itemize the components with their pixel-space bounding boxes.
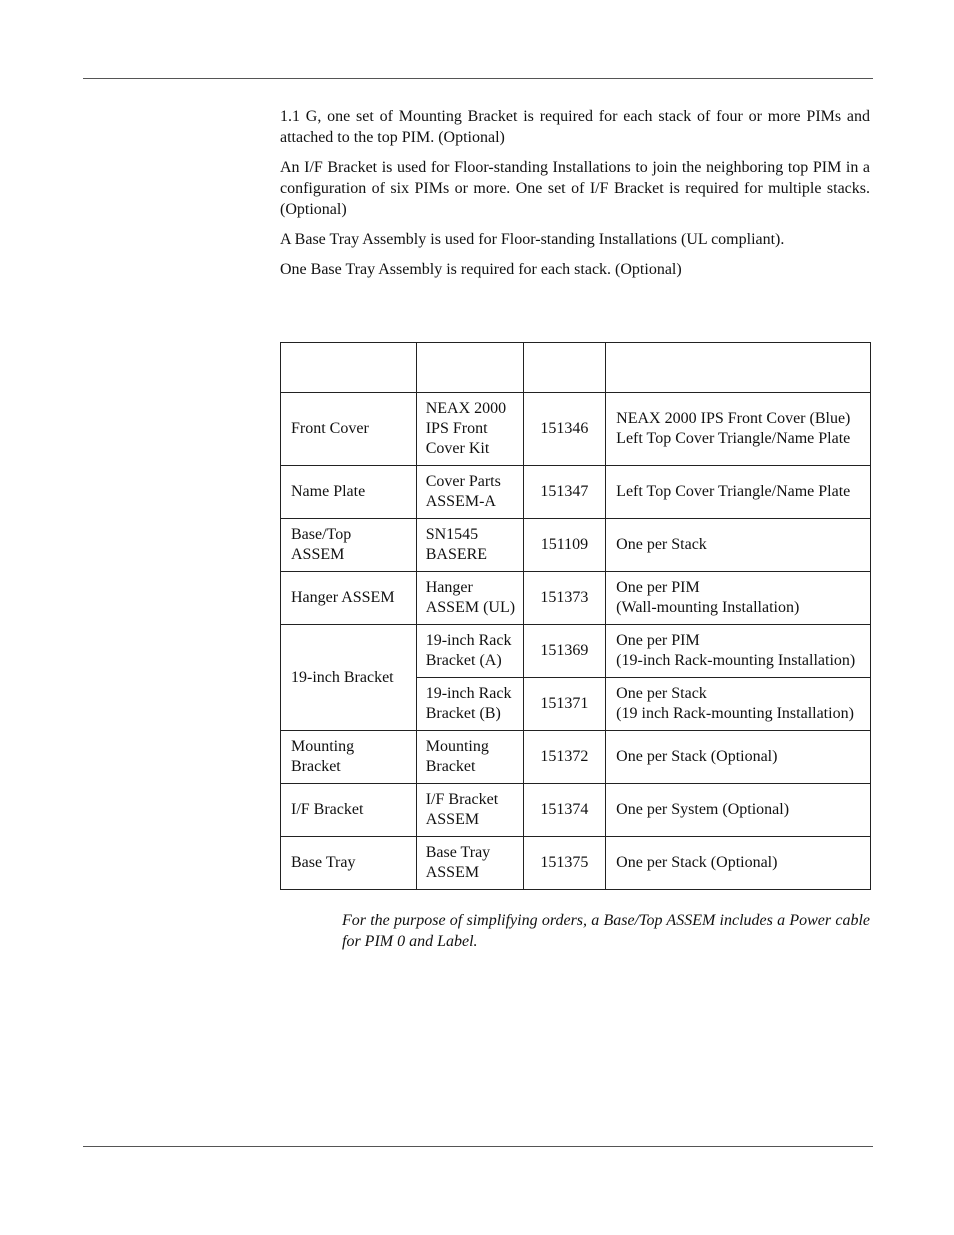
body-text xyxy=(280,106,870,289)
name-cell: Base Tray ASSEM xyxy=(416,837,523,890)
code-cell: 151375 xyxy=(523,837,606,890)
remarks-cell: One per Stack (Optional) xyxy=(606,731,871,784)
item-cell: Name Plate xyxy=(281,466,417,519)
name-cell: 19-inch Rack Bracket (A) xyxy=(416,625,523,678)
table-row xyxy=(281,625,871,678)
footer-rule xyxy=(83,1146,873,1147)
name-cell: Mounting Bracket xyxy=(416,731,523,784)
table-row xyxy=(281,572,871,625)
code-cell: 151347 xyxy=(523,466,606,519)
paragraph-mounting-bracket: 1.1 G, one set of Mounting Bracket is required for each stack of four or more PIMs and attached to the top PIM. (Optional) xyxy=(280,108,870,146)
header-cell-3 xyxy=(523,343,606,393)
remarks-cell: NEAX 2000 IPS Front Cover (Blue) Left Top Cover Triangle/Name Plate xyxy=(606,393,871,466)
remarks-cell: One per Stack (Optional) xyxy=(606,837,871,890)
remarks-cell: One per PIM (19-inch Rack-mounting Installation) xyxy=(606,625,871,678)
paragraph-base-tray: A Base Tray Assembly is used for Floor-standing Installations (UL compliant). xyxy=(280,231,785,248)
item-cell: Front Cover xyxy=(281,393,417,466)
table-row xyxy=(281,784,871,837)
header-cell-1 xyxy=(281,343,417,393)
item-cell: Base Tray xyxy=(281,837,417,890)
paragraph-base-tray-count: One Base Tray Assembly is required for each stack. (Optional) xyxy=(280,261,682,278)
paragraph-if-bracket: An I/F Bracket is used for Floor-standing Installations to join the neighboring top PIM in a configuration of six PIMs or more. One set of I/F Bracket is required for multiple stacks. (Optional) xyxy=(280,159,870,218)
header-cell-2 xyxy=(416,343,523,393)
header-rule xyxy=(83,78,873,79)
code-cell: 151369 xyxy=(523,625,606,678)
code-cell: 151373 xyxy=(523,572,606,625)
code-cell: 151372 xyxy=(523,731,606,784)
code-cell: 151371 xyxy=(523,678,606,731)
name-cell: I/F Bracket ASSEM xyxy=(416,784,523,837)
item-cell: I/F Bracket xyxy=(281,784,417,837)
item-cell: Base/Top ASSEM xyxy=(281,519,417,572)
footnote: For the purpose of simplifying orders, a Base/Top ASSEM includes a Power cable for PIM 0 and Label. xyxy=(342,912,870,950)
table-row xyxy=(281,837,871,890)
item-cell: Mounting Bracket xyxy=(281,731,417,784)
table-row xyxy=(281,393,871,466)
name-cell: SN1545 BASERE xyxy=(416,519,523,572)
item-cell: Hanger ASSEM xyxy=(281,572,417,625)
code-cell: 151346 xyxy=(523,393,606,466)
name-cell: 19-inch Rack Bracket (B) xyxy=(416,678,523,731)
table-row xyxy=(281,519,871,572)
name-cell: Hanger ASSEM (UL) xyxy=(416,572,523,625)
table-header-row xyxy=(281,343,871,393)
parts-table xyxy=(280,342,871,890)
remarks-cell: One per System (Optional) xyxy=(606,784,871,837)
table-row xyxy=(281,466,871,519)
table-row xyxy=(281,731,871,784)
name-cell: Cover Parts ASSEM-A xyxy=(416,466,523,519)
name-cell: NEAX 2000 IPS Front Cover Kit xyxy=(416,393,523,466)
remarks-cell: One per Stack (19 inch Rack-mounting Installation) xyxy=(606,678,871,731)
code-cell: 151374 xyxy=(523,784,606,837)
remarks-cell: One per Stack xyxy=(606,519,871,572)
code-cell: 151109 xyxy=(523,519,606,572)
header-cell-4 xyxy=(606,343,871,393)
item-cell: 19-inch Bracket xyxy=(281,625,417,731)
remarks-cell: One per PIM (Wall-mounting Installation) xyxy=(606,572,871,625)
remarks-cell: Left Top Cover Triangle/Name Plate xyxy=(606,466,871,519)
